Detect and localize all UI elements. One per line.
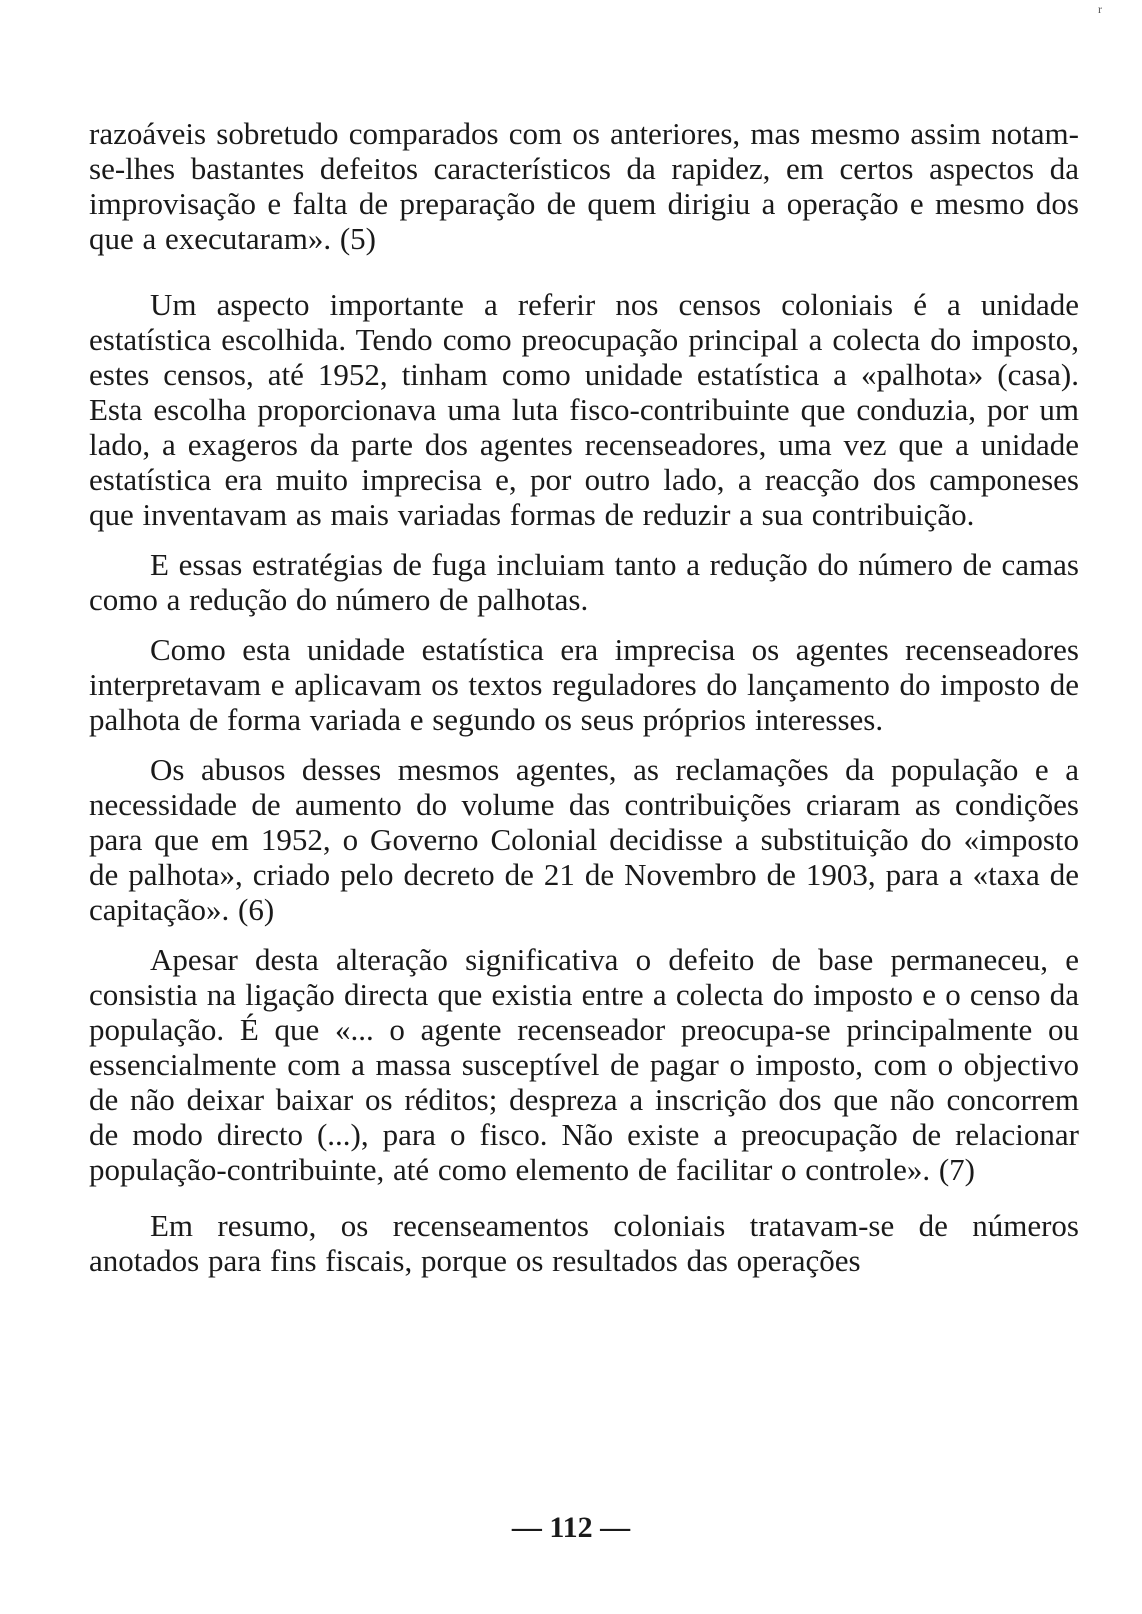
- page-number: — 112 —: [511, 1511, 631, 1544]
- corner-mark: r: [1098, 2, 1102, 16]
- paragraph-3: E essas estratégias de fuga incluiam tanto a redução do número de camas como a redução do número de palhotas.: [89, 547, 1079, 617]
- paragraph-7: Em resumo, os recenseamentos coloniais tratavam-se de números anotados para fins fiscais, porque os resultados das operações: [89, 1208, 1079, 1278]
- paragraph-4: Como esta unidade estatística era imprecisa os agentes recenseadores interpretavam e aplicavam os textos reguladores do lançamento do imposto de palhota de forma variada e segundo os seus próprios interesses.: [89, 632, 1079, 737]
- paragraph-5: Os abusos desses mesmos agentes, as reclamações da população e a necessidade de aumento do volume das contribuições criaram as condições para que em 1952, o Governo Colonial decidisse a substituição do «imposto de palhota», criado pelo decreto de 21 de Novembro de 1903, para a «taxa de capitação». (6): [89, 752, 1079, 927]
- paragraph-1: razoáveis sobretudo comparados com os anteriores, mas mesmo assim notam-se-lhes bastantes defeitos característicos da rapidez, em certos aspectos da improvisação e falta de preparação de quem dirigiu a operação e mesmo dos que a executaram». (5): [89, 116, 1079, 256]
- paragraph-2: Um aspecto importante a referir nos censos coloniais é a unidade estatística escolhida. Tendo como preocupação principal a colecta do imposto, estes censos, até 1952, tinham como unidade estatística a «palhota» (casa). Esta escolha proporcionava uma luta fisco-contribuinte que conduzia, por um lado, a exageros da parte dos agentes recenseadores, uma vez que a unidade estatística era muito imprecisa e, por outro lado, a reacção dos camponeses que inventavam as mais variadas formas de reduzir a sua contribuição.: [89, 287, 1079, 532]
- page-body: [89, 116, 1079, 1278]
- paragraph-6: Apesar desta alteração significativa o defeito de base permaneceu, e consistia na ligação directa que existia entre a colecta do imposto e o censo da população. É que «... o agente recenseador preocupa-se principalmente ou essencialmente com a massa susceptível de pagar o imposto, com o objectivo de não deixar baixar os réditos; despreza a inscrição dos que não concorrem de modo directo (...), para o fisco. Não existe a preocupação de relacionar população-contribuinte, até como elemento de facilitar o controle». (7): [89, 942, 1079, 1187]
